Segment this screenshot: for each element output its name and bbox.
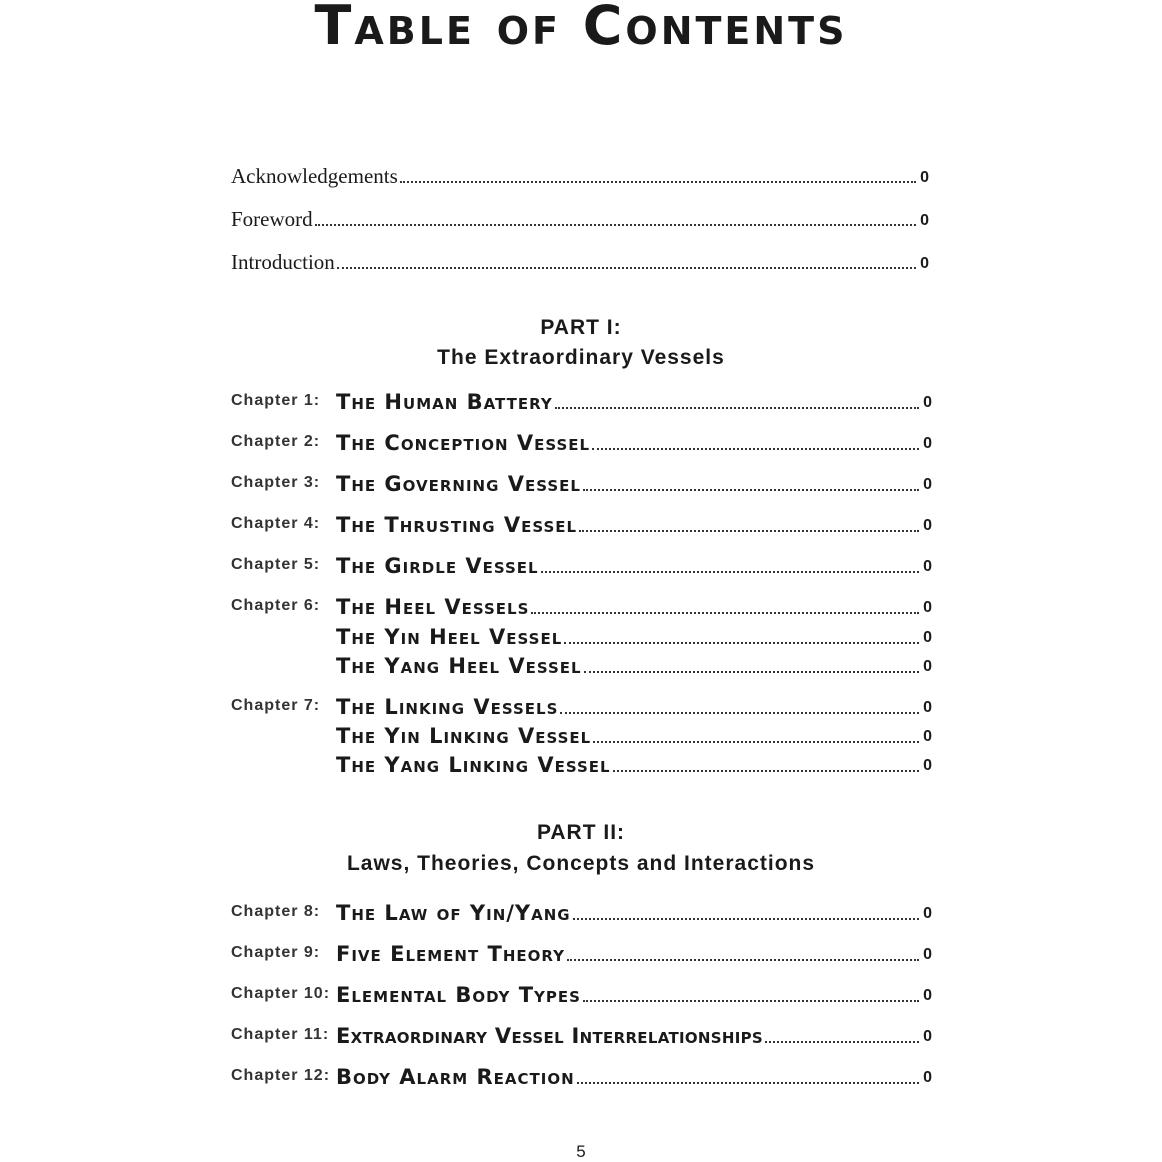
entry-page: 0	[923, 699, 932, 716]
entry-page: 0	[923, 394, 932, 411]
entry-page: 0	[923, 1069, 932, 1086]
toc-subentry[interactable]	[336, 621, 932, 649]
toc-entry-chapter-9[interactable]	[336, 938, 932, 966]
chapter-label: Chapter 2:	[231, 433, 321, 450]
page-number: 5	[576, 1142, 586, 1161]
dot-leader	[567, 959, 919, 961]
dot-leader	[583, 1000, 919, 1002]
page-title: Table of Contents	[314, 0, 848, 57]
dot-leader	[337, 267, 916, 269]
dot-leader	[592, 448, 919, 450]
chapter-label: Chapter 3:	[231, 474, 321, 491]
dot-leader	[560, 712, 919, 714]
entry-title: The Yin Linking Vessel	[336, 724, 592, 748]
chapter-label: Chapter 9:	[231, 944, 321, 961]
entry-title: The Conception Vessel	[336, 431, 591, 455]
entry-page: 0	[920, 169, 929, 186]
part-heading: PART II:	[536, 821, 626, 844]
entry-title: Extraordinary Vessel Interrelationships	[336, 1024, 763, 1048]
toc-entry-chapter-11[interactable]	[336, 1020, 932, 1048]
toc-subentry[interactable]	[336, 650, 932, 678]
entry-title: The Thrusting Vessel	[336, 513, 578, 537]
toc-entry-chapter-7[interactable]	[336, 691, 932, 719]
toc-entry-chapter-1[interactable]	[336, 386, 932, 414]
entry-page: 0	[923, 658, 932, 675]
toc-entry-chapter-4[interactable]	[336, 509, 932, 537]
entry-title: Introduction	[231, 250, 335, 274]
toc-entry-chapter-10[interactable]	[336, 979, 932, 1007]
entry-page: 0	[923, 987, 932, 1004]
entry-title: Foreword	[231, 207, 313, 231]
dot-leader	[613, 770, 920, 772]
entry-title: The Linking Vessels	[336, 695, 559, 719]
part-subtitle: The Extraordinary Vessels	[437, 346, 725, 369]
entry-title: The Yin Heel Vessel	[336, 625, 563, 649]
entry-title: The Governing Vessel	[336, 472, 581, 496]
dot-leader	[315, 224, 916, 226]
toc-subentry[interactable]	[336, 720, 932, 748]
dot-leader	[584, 671, 919, 673]
entry-title: The Girdle Vessel	[336, 554, 539, 578]
chapter-label: Chapter 8:	[231, 903, 321, 920]
chapter-label: Chapter 12:	[231, 1067, 331, 1084]
dot-leader	[564, 642, 919, 644]
entry-page: 0	[923, 599, 932, 616]
toc-entry-introduction[interactable]	[231, 241, 929, 275]
entry-page: 0	[923, 558, 932, 575]
entry-title: The Yang Heel Vessel	[336, 654, 582, 678]
toc-entry-chapter-2[interactable]	[336, 427, 932, 455]
part-heading: PART I:	[540, 316, 622, 339]
chapter-label: Chapter 4:	[231, 515, 321, 532]
entry-page: 0	[923, 476, 932, 493]
dot-leader	[541, 571, 919, 573]
chapter-label: Chapter 5:	[231, 556, 321, 573]
entry-title: The Yang Linking Vessel	[336, 753, 611, 777]
entry-page: 0	[923, 629, 932, 646]
entry-page: 0	[920, 212, 929, 229]
entry-page: 0	[923, 757, 932, 774]
entry-title: The Law of Yin/Yang	[336, 901, 571, 925]
chapter-label: Chapter 1:	[231, 392, 321, 409]
dot-leader	[573, 918, 919, 920]
entry-title: The Human Battery	[336, 390, 553, 414]
toc-entry-chapter-8[interactable]	[336, 897, 932, 925]
entry-page: 0	[923, 435, 932, 452]
entry-title: Five Element Theory	[336, 942, 565, 966]
dot-leader	[579, 530, 919, 532]
dot-leader	[765, 1041, 919, 1043]
entry-page: 0	[920, 255, 929, 272]
dot-leader	[555, 407, 919, 409]
entry-page: 0	[923, 946, 932, 963]
toc-entry-chapter-12[interactable]	[336, 1061, 932, 1089]
chapter-label: Chapter 11:	[231, 1026, 330, 1043]
toc-entry-chapter-6[interactable]	[336, 591, 932, 619]
chapter-label: Chapter 7:	[231, 697, 321, 714]
dot-leader	[593, 741, 919, 743]
dot-leader	[400, 181, 916, 183]
entry-page: 0	[923, 1028, 932, 1045]
dot-leader	[577, 1082, 919, 1084]
part-subtitle: Laws, Theories, Concepts and Interactions	[346, 852, 816, 875]
entry-title: The Heel Vessels	[336, 595, 530, 619]
toc-entry-acknowledgements[interactable]	[231, 155, 929, 189]
entry-title: Body Alarm Reaction	[336, 1065, 575, 1089]
entry-page: 0	[923, 728, 932, 745]
chapter-label: Chapter 6:	[231, 597, 321, 614]
entry-title: Elemental Body Types	[336, 983, 581, 1007]
entry-page: 0	[923, 517, 932, 534]
toc-subentry[interactable]	[336, 749, 932, 777]
entry-title: Acknowledgements	[231, 164, 398, 188]
dot-leader	[583, 489, 919, 491]
entry-page: 0	[923, 905, 932, 922]
toc-entry-foreword[interactable]	[231, 198, 929, 232]
toc-entry-chapter-3[interactable]	[336, 468, 932, 496]
chapter-label: Chapter 10:	[231, 985, 331, 1002]
toc-entry-chapter-5[interactable]	[336, 550, 932, 578]
dot-leader	[531, 612, 919, 614]
